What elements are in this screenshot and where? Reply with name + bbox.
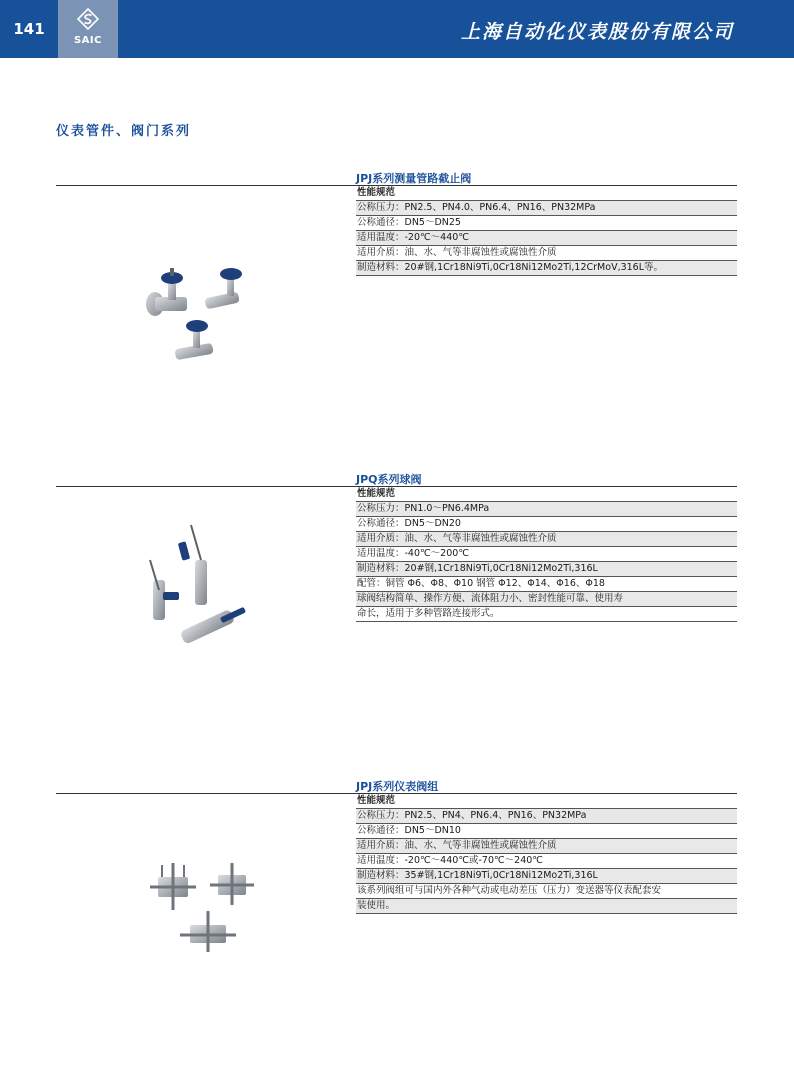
section-title: 仪表管件、阀门系列: [56, 124, 192, 139]
spec-heading: 性能规范: [356, 186, 737, 201]
spec-row: 适用介质：油、水、气等非腐蚀性或腐蚀性介质: [356, 246, 737, 261]
spec-row: 该系列阀组可与国内外各种气动或电动差压（压力）变送器等仪表配套安: [356, 884, 737, 899]
spec-row: 适用介质：油、水、气等非腐蚀性或腐蚀性介质: [356, 532, 737, 547]
saic-logo-icon: [77, 8, 99, 30]
company-logo: [58, 0, 118, 58]
logo-text: SAIC: [73, 35, 102, 46]
spec-row: 公称压力：PN2.5、PN4、PN6.4、PN16、PN32MPa: [356, 809, 737, 824]
spec-row: 装使用。: [356, 899, 737, 914]
page-number: 141: [13, 20, 45, 38]
spec-row: 球阀结构简单、操作方便、流体阻力小、密封性能可靠、使用寿: [356, 592, 737, 607]
spec-row: 适用温度：-40℃～200℃: [356, 547, 737, 562]
spec-heading: 性能规范: [356, 794, 737, 809]
product-title: JPJ系列测量管路截止阀: [356, 172, 472, 185]
spec-table: [356, 487, 737, 622]
spec-row: 公称通径：DN5～DN25: [356, 216, 737, 231]
spec-heading: 性能规范: [356, 487, 737, 502]
spec-row: 命长，适用于多种管路连接形式。: [356, 607, 737, 622]
globe-valve-photo: [135, 262, 265, 377]
spec-row: 公称通径：DN5～DN10: [356, 824, 737, 839]
spec-row: 制造材料：20#钢,1Cr18Ni9Ti,0Cr18Ni12Mo2Ti,12CrMoV,316L等。: [356, 261, 737, 276]
spec-row: 公称压力：PN1.0～PN6.4MPa: [356, 502, 737, 517]
spec-row: 适用温度：-20℃～440℃: [356, 231, 737, 246]
product-title: JPJ系列仪表阀组: [356, 780, 439, 793]
spec-table: [356, 794, 737, 914]
spec-row: 适用介质：油、水、气等非腐蚀性或腐蚀性介质: [356, 839, 737, 854]
spec-row: 公称通径：DN5～DN20: [356, 517, 737, 532]
spec-row: 制造材料：20#钢,1Cr18Ni9Ti,0Cr18Ni12Mo2Ti,316L: [356, 562, 737, 577]
spec-row: 公称压力：PN2.5、PN4.0、PN6.4、PN16、PN32MPa: [356, 201, 737, 216]
spec-row: 配管：铜管 Φ6、Φ8、Φ10 钢管 Φ12、Φ14、Φ16、Φ18: [356, 577, 737, 592]
valve-manifold-photo: [140, 855, 265, 955]
ball-valve-photo: [135, 520, 260, 650]
product-title: JPQ系列球阀: [356, 473, 422, 486]
spec-row: 制造材料：35#钢,1Cr18Ni9Ti,0Cr18Ni12Mo2Ti,316L: [356, 869, 737, 884]
page-header: [0, 0, 794, 58]
spec-table: [356, 186, 737, 276]
spec-row: 适用温度：-20℃～440℃或-70℃～240℃: [356, 854, 737, 869]
company-name: 上海自动化仪表股份有限公司: [460, 21, 734, 43]
